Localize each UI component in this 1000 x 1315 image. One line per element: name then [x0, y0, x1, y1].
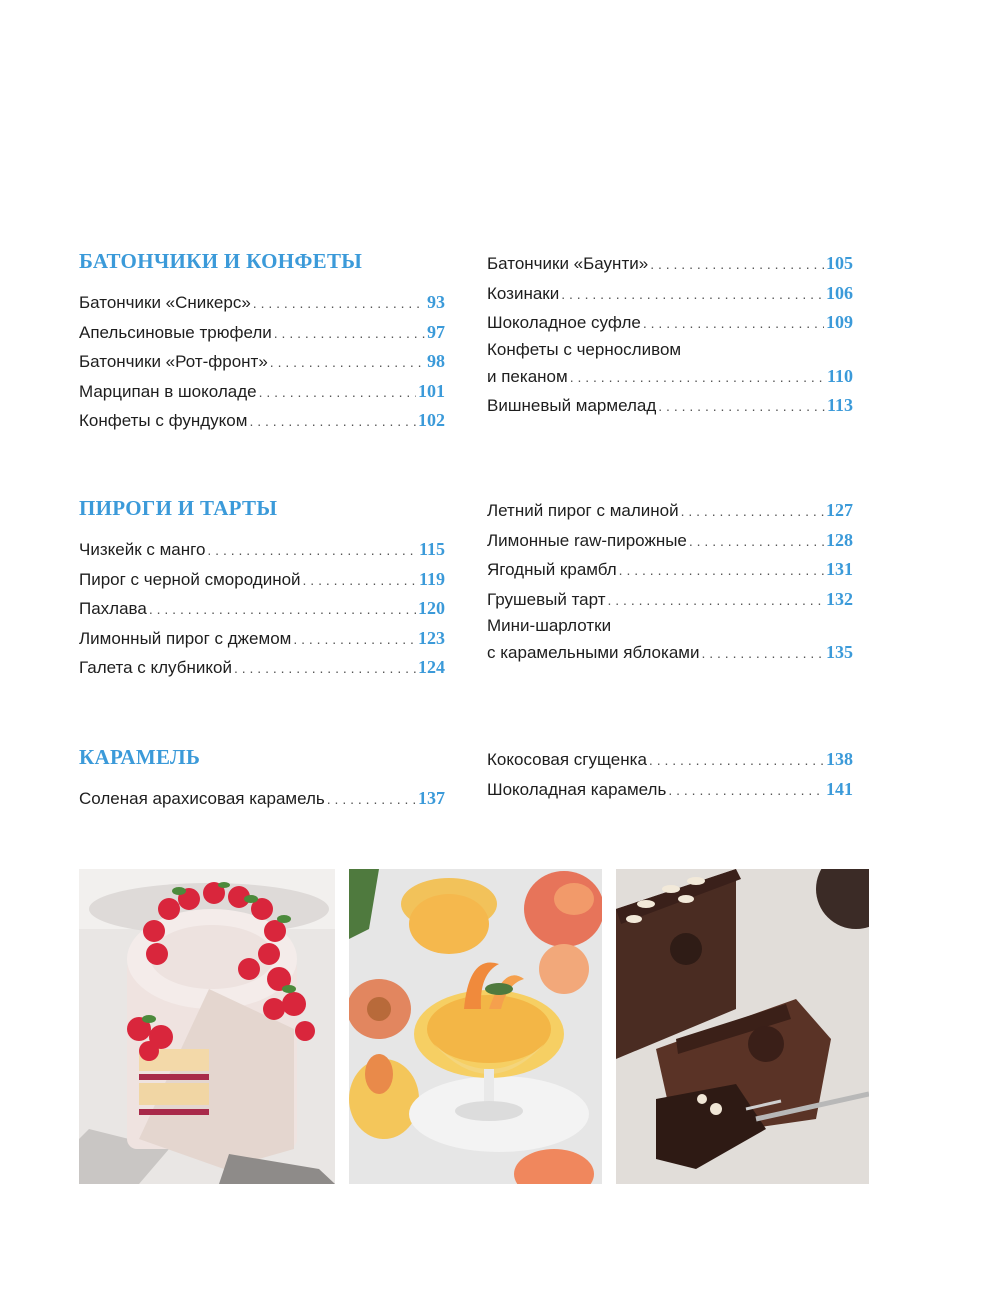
page-number: 105 [826, 253, 853, 273]
entry-title: Грушевый тарт [487, 589, 606, 609]
page-number: 106 [826, 282, 853, 303]
entry-title: Вишневый мармелад [487, 395, 657, 415]
entry-title: Лимонный пирог с джемом [79, 628, 292, 648]
page-number: 113 [826, 394, 853, 415]
page-number: 123 [418, 627, 445, 648]
entry-title: Конфеты с фундуком [79, 411, 248, 430]
toc-column-left [79, 247, 445, 436]
leader-dots [668, 776, 824, 806]
toc-entry[interactable] [79, 594, 445, 624]
leader-dots [650, 250, 824, 280]
leader-dots [701, 638, 824, 668]
page-number: 128 [826, 529, 853, 550]
leader-dots [570, 362, 825, 392]
toc-entry[interactable] [487, 775, 853, 805]
entry-title: Галета с клубникой [79, 658, 232, 677]
leader-dots [253, 289, 425, 319]
page-number: 115 [418, 539, 445, 559]
page-number: 127 [826, 500, 853, 520]
toc-entry[interactable] [487, 279, 853, 309]
leader-dots [689, 527, 824, 557]
toc-entry[interactable] [79, 377, 445, 407]
toc-entry[interactable] [79, 347, 445, 377]
toc-entry[interactable] [487, 555, 853, 585]
photo-raspberry-cake [79, 869, 335, 1184]
toc-entry[interactable] [79, 653, 445, 683]
toc-entry[interactable] [487, 338, 853, 391]
page-number: 131 [826, 559, 853, 579]
page-number: 101 [418, 380, 445, 401]
toc-column-left [79, 494, 445, 683]
leader-dots [681, 497, 824, 527]
entry-title: Летний пирог с малиной [487, 501, 679, 520]
toc-entry[interactable] [79, 288, 445, 318]
leader-dots [303, 566, 417, 596]
page-number: 124 [418, 657, 445, 677]
entry-title: Шоколадная карамель [487, 779, 667, 799]
toc-entry[interactable] [79, 318, 445, 348]
entry-title: Соленая арахисовая карамель [79, 789, 325, 808]
section-heading: БАТОНЧИКИ И КОНФЕТЫ [79, 249, 363, 273]
page-number: 110 [826, 365, 853, 386]
entry-title: Шоколадное суфле [487, 313, 641, 332]
page-number: 93 [427, 292, 445, 312]
toc-entry[interactable] [79, 624, 445, 654]
leader-dots [643, 309, 824, 339]
toc-column-right [487, 249, 853, 420]
photo-chocolate-cake [616, 869, 869, 1184]
toc-entry[interactable] [79, 565, 445, 595]
toc-entry[interactable] [487, 526, 853, 556]
page-number: 135 [826, 642, 853, 662]
toc-entry[interactable] [487, 745, 853, 775]
toc-entry[interactable] [487, 249, 853, 279]
leader-dots [270, 348, 425, 378]
entry-title-continued: и пеканом [487, 366, 568, 386]
leader-dots [327, 785, 416, 815]
leader-dots [259, 378, 416, 408]
page-number: 119 [418, 568, 445, 589]
toc-column-left [79, 743, 445, 814]
toc-entry[interactable] [487, 391, 853, 421]
entry-title: Марципан в шоколаде [79, 381, 257, 401]
toc-column-right [487, 745, 853, 804]
photo-peach-dessert [349, 869, 602, 1184]
entry-title: Чизкейк с манго [79, 540, 206, 559]
section-heading: КАРАМЕЛЬ [79, 745, 201, 769]
page-number: 137 [418, 788, 445, 808]
leader-dots [207, 536, 417, 566]
page-number: 120 [418, 598, 445, 618]
entry-title: Батончики «Баунти» [487, 254, 649, 273]
entry-title: Пирог с черной смородиной [79, 569, 301, 589]
leader-dots [608, 586, 825, 616]
toc-entry[interactable] [487, 614, 853, 667]
entry-title: Лимонные raw-пирожные [487, 530, 687, 550]
section-heading: ПИРОГИ И ТАРТЫ [79, 496, 278, 520]
entry-title: Батончики «Рот-фронт» [79, 352, 268, 371]
page-number: 97 [427, 321, 445, 342]
photo-strip [79, 869, 869, 1184]
entry-title: Ягодный крамбл [487, 560, 617, 579]
toc-entry[interactable] [487, 585, 853, 615]
page-number: 132 [826, 588, 853, 609]
entry-title: Батончики «Сникерс» [79, 293, 251, 312]
leader-dots [234, 654, 416, 684]
entry-title: Мини-шарлотки [487, 616, 612, 635]
toc-entry[interactable] [79, 784, 445, 814]
toc-entry[interactable] [79, 535, 445, 565]
entry-title-continued: с карамельными яблоками [487, 643, 700, 662]
page-number: 138 [826, 749, 853, 769]
leader-dots [249, 407, 416, 437]
entry-title: Козинаки [487, 283, 560, 303]
page-number: 141 [826, 778, 853, 799]
page-number: 109 [826, 312, 853, 332]
leader-dots [149, 595, 416, 625]
entry-title: Конфеты с черносливом [487, 339, 682, 359]
toc-entry[interactable] [79, 406, 445, 436]
leader-dots [649, 746, 824, 776]
leader-dots [293, 625, 416, 655]
toc-entry[interactable] [487, 308, 853, 338]
leader-dots [658, 392, 825, 422]
page-number: 98 [427, 351, 445, 371]
page-number: 102 [418, 410, 445, 430]
leader-dots [274, 319, 425, 349]
leader-dots [619, 556, 824, 586]
entry-title: Кокосовая сгущенка [487, 750, 647, 769]
toc-column-right [487, 496, 853, 667]
leader-dots [561, 280, 824, 310]
entry-title: Апельсиновые трюфели [79, 322, 272, 342]
toc-entry[interactable] [487, 496, 853, 526]
entry-title: Пахлава [79, 599, 147, 618]
